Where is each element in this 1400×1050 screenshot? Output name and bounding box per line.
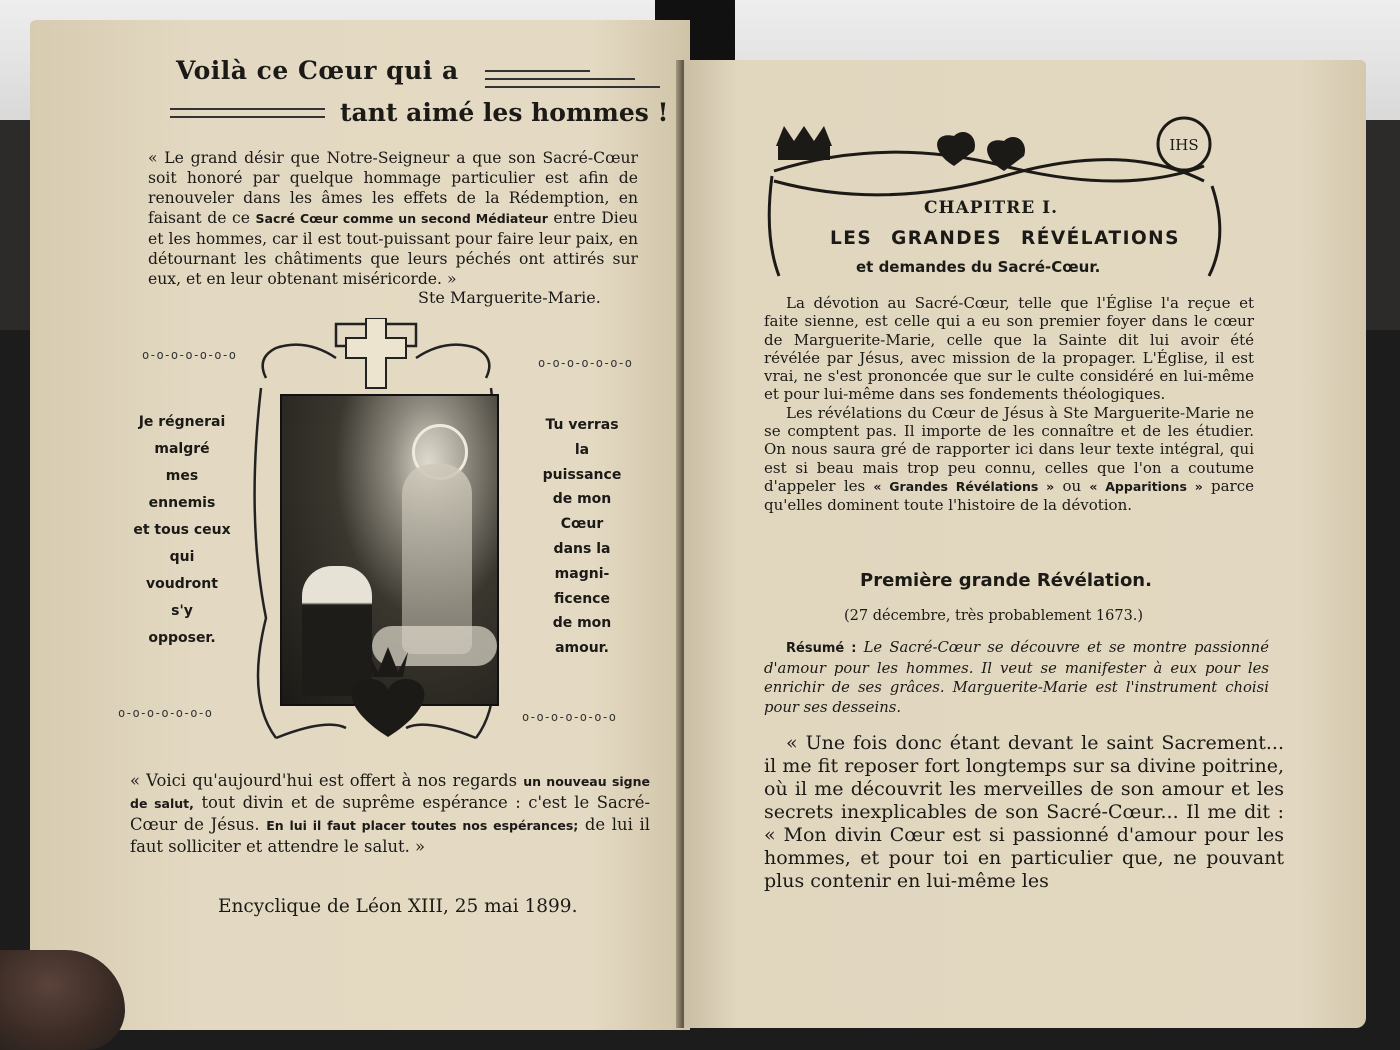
headline-rule xyxy=(170,116,325,118)
quote-emphasis: un nouveau signe de salut, xyxy=(130,774,650,811)
chapter-subtitle: et demandes du Sacré-Cœur. xyxy=(856,258,1101,276)
quote-text: entre Dieu et les hommes, car il est tout-puissant pour faire leur paix, en détournant les châtiments que leurs péchés ont attirés sur eux, et en leur obtenant miséricorde. » xyxy=(148,209,638,288)
headline-rule xyxy=(485,78,635,80)
left-side-inscription xyxy=(122,409,242,652)
inscription-line: voudront xyxy=(146,576,218,592)
inscription-line: de mon xyxy=(552,491,612,508)
intro-text: Les révélations du Cœur de Jésus à Ste Marguerite-Marie ne se comptent pas. Il importe de les connaître et de les étudier. On nous saura gré de rapporter ici dans leur texte intégral, qui est si beau mais trop peu connu, celles que l'on a coutume d'appeler les xyxy=(764,403,1254,495)
intro-emphasis: « Apparitions » xyxy=(1089,478,1203,494)
inscription-line: malgré xyxy=(154,441,210,457)
dot-ornament: o-o-o-o-o-o-o xyxy=(538,356,632,370)
left-page xyxy=(30,20,690,1030)
section-summary xyxy=(764,638,1269,717)
quote-text: « Voici qu'aujourd'hui est offert à nos regards xyxy=(130,771,524,790)
summary-text: Le Sacré-Cœur se découvre et se montre passionné d'amour pour les hommes. Il veut se manifester à eux pour les enrichir de ses grâces. Marguerite-Marie est l'instrument choisi pour ses desseins. xyxy=(764,639,1269,716)
inscription-line: amour. xyxy=(555,640,609,657)
inscription-line: dans la xyxy=(553,540,611,557)
marguerite-quote xyxy=(148,148,638,289)
right-side-inscription xyxy=(522,413,642,661)
quote-emphasis: En lui il faut placer toutes nos espérances; xyxy=(266,818,579,833)
headline-rule xyxy=(485,70,590,72)
chapter-number: CHAPITRE I. xyxy=(924,198,1059,218)
inscription-line: de mon xyxy=(552,615,612,632)
inscription-line: ficence xyxy=(554,590,610,607)
inscription-line: qui xyxy=(169,549,195,565)
inscription-line: et tous ceux xyxy=(133,522,231,538)
encyclical-source: Encyclique de Léon XIII, 25 mai 1899. xyxy=(218,896,578,917)
inscription-line: Cœur xyxy=(560,516,604,533)
quote-text: de lui il faut solliciter et attendre le salut. » xyxy=(130,815,650,856)
inscription-line: Je régnerai xyxy=(138,414,226,430)
intro-paragraph: La dévotion au Sacré-Cœur, telle que l'Église l'a reçue et faite sienne, est celle qui a eu son premier foyer dans le cœur de Marguerite-Marie, celle que la Sainte dit lui avoir été révélée par Jésus, avec mission de la propager. L'Église, il est vrai, ne s'est prononcée que sur le culte considéré en lui-même et pour lui-même dans ses fondements théologiques. xyxy=(764,294,1254,404)
headline-rule xyxy=(170,108,325,110)
intro-paragraph xyxy=(764,404,1254,515)
inscription-line: ennemis xyxy=(148,495,216,511)
inscription-line: opposer. xyxy=(148,630,216,646)
inscription-line: Tu verras xyxy=(545,417,619,433)
inscription-line: mes xyxy=(165,468,199,484)
inscription-line: puissance xyxy=(542,466,622,483)
dot-ornament: o-o-o-o-o-o-o xyxy=(118,706,212,720)
sacred-heart-icon xyxy=(338,642,438,742)
chapter-introduction xyxy=(764,294,1254,515)
right-page xyxy=(684,60,1366,1028)
inscription-line: magni- xyxy=(554,565,610,582)
section-date: (27 décembre, très probablement 1673.) xyxy=(844,608,1144,624)
quote-text: tout divin et de suprême espérance : c'est le Sacré-Cœur de Jésus. xyxy=(130,793,650,834)
intro-text: ou xyxy=(1054,476,1090,495)
dot-ornament: o-o-o-o-o-o-o xyxy=(522,710,616,724)
quote-text: « Le grand désir que Notre-Seigneur a que son Sacré-Cœur soit honoré par quelque hommage particulier est afin de renouveler dans les âmes les effets de la Rédemption, en faisant de ce xyxy=(148,149,638,227)
intro-emphasis: « Grandes Révélations » xyxy=(873,478,1055,494)
encyclical-quote xyxy=(130,770,650,857)
quote-emphasis: Sacré Cœur comme un second Médiateur xyxy=(255,211,548,226)
summary-label: Résumé : xyxy=(786,641,857,656)
chapter-title: LES GRANDES RÉVÉLATIONS xyxy=(830,228,1180,249)
headline-rule xyxy=(485,86,660,88)
quote-attribution: Ste Marguerite-Marie. xyxy=(418,288,601,307)
headline-line-2: tant aimé les hommes ! xyxy=(340,98,669,127)
headline-line-1: Voilà ce Cœur qui a xyxy=(176,56,459,85)
section-title: Première grande Révélation. xyxy=(860,570,1152,591)
dot-ornament: o-o-o-o-o-o-o xyxy=(142,348,236,362)
inscription-line: la xyxy=(574,441,590,458)
ihs-emblem: IHS xyxy=(1169,136,1199,154)
intro-text: parce qu'elles dominent toute l'histoire de la dévotion. xyxy=(764,476,1254,515)
revelation-text: « Une fois donc étant devant le saint Sacrement... il me fit reposer fort longtemps sur sa divine poitrine, où il me découvrit les merveilles de son amour et les secrets inexplicables de son Sacré-Cœur... Il me dit : « Mon divin Cœur est si passionné d'amour pour les hommes, et pour toi en particulier que, ne pouvant plus contenir en lui-même les xyxy=(764,732,1284,892)
inscription-line: s'y xyxy=(171,603,193,619)
